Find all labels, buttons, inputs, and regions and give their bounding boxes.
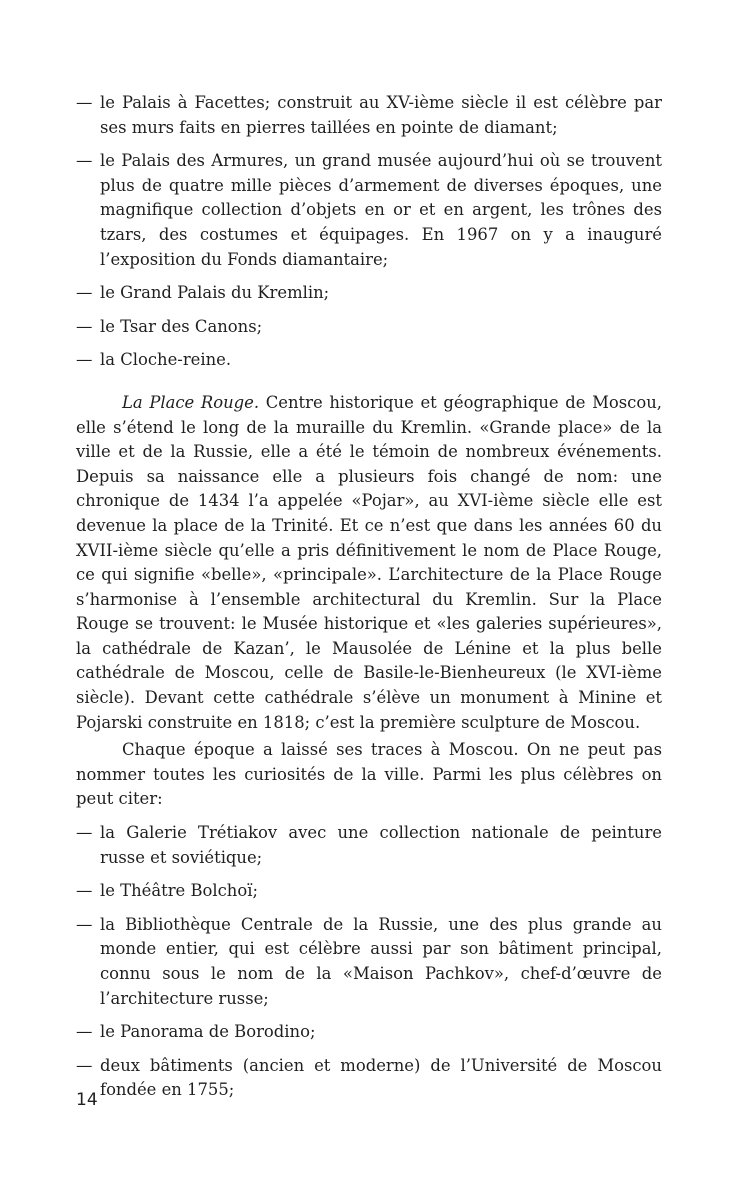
list-dash: —: [76, 1022, 93, 1042]
list-item: [76, 879, 662, 904]
list-dash: —: [76, 350, 93, 370]
list-item-text: le Grand Palais du Kremlin;: [100, 283, 330, 303]
list-item: [76, 1054, 662, 1103]
list-item: [76, 348, 662, 373]
list-item-text: la Cloche-reine.: [100, 350, 232, 370]
place-rouge-paragraph: [76, 391, 662, 735]
list-item-text: le Palais des Armures, un grand musée aujourd’hui où se trouvent plus de quatre mille pièces d’armement de diverses époques, une magnifique collection d’objets en or et en argent, les trônes des tzars, des costumes et équipages. En 1967 on y a inauguré l’exposition du Fonds diamantaire;: [100, 151, 662, 269]
list-dash: —: [76, 881, 93, 901]
list-item-text: le Panorama de Borodino;: [100, 1022, 316, 1042]
list-item: [76, 149, 662, 272]
list-item: [76, 1020, 662, 1045]
list-dash: —: [76, 283, 93, 303]
list-dash: —: [76, 93, 93, 112]
list-dash: —: [76, 914, 93, 934]
list-item: [76, 913, 662, 1011]
list-dash: —: [76, 151, 93, 171]
list-item-text: deux bâtiments (ancien et moderne) de l’Université de Moscou fondée en 1755;: [100, 1055, 662, 1100]
chaque-epoque-paragraph: Chaque époque a laissé ses traces à Moscou. On ne peut pas nommer toutes les curiosités de la ville. Parmi les plus célèbres on peut citer:: [76, 740, 662, 809]
kremlin-monuments-list: [76, 91, 662, 373]
list-item: [76, 281, 662, 306]
page-number: 14: [76, 1090, 98, 1110]
moscow-curiosities-list: [76, 821, 662, 1103]
page-body: [76, 91, 662, 1112]
list-item-text: la Galerie Trétiakov avec une collection nationale de peinture russe et soviétique;: [100, 823, 662, 867]
list-dash: —: [76, 316, 93, 336]
list-item-text: le Théâtre Bolchoï;: [100, 881, 258, 901]
list-item: [76, 315, 662, 340]
place-rouge-text: Centre historique et géographique de Moscou, elle s’étend le long de la muraille du Kremlin. «Grande place» de la ville et de la Russie, elle a été le témoin de nombreux événements. Depuis sa naissance elle a plusieurs fois changé de nom: une chronique de 1434 l’a appelée «Pojar», au XVI-ième siècle elle est devenue la place de la Trinité. Et ce n’est que dans les années 60 du XVII-ième siècle qu’elle a pris définitivement le nom de Place Rouge, ce qui signifie «belle», «principale». L’architecture de la Place Rouge s’harmonise à l’ensemble architectural du Kremlin. Sur la Place Rouge se trouvent: le Musée historique et «les galeries supérieures», la cathédrale de Kazan’, le Mausolée de Lénine et la plus belle cathédrale de Moscou, celle de Basile-le-Bienheureux (le XVI-ième siècle). Devant cette cathédrale s’élève un monument à Minine et Pojarski construite en 1818; c’est la première sculpture de Moscou.: [76, 392, 662, 732]
list-item: [76, 821, 662, 870]
list-item: [76, 91, 662, 140]
list-dash: —: [76, 823, 93, 843]
list-item-text: le Palais à Facettes; construit au XV-ième siècle il est célèbre par ses murs faits en pierres taillées en pointe de diamant;: [100, 93, 662, 137]
list-item-text: la Bibliothèque Centrale de la Russie, une des plus grande au monde entier, qui est célèbre aussi par son bâtiment principal, connu sous le nom de la «Maison Pachkov», chef-d’œuvre de l’architecture russe;: [100, 914, 662, 1008]
list-item-text: le Tsar des Canons;: [100, 316, 263, 336]
place-rouge-title: La Place Rouge.: [122, 392, 260, 412]
list-dash: —: [76, 1055, 93, 1075]
